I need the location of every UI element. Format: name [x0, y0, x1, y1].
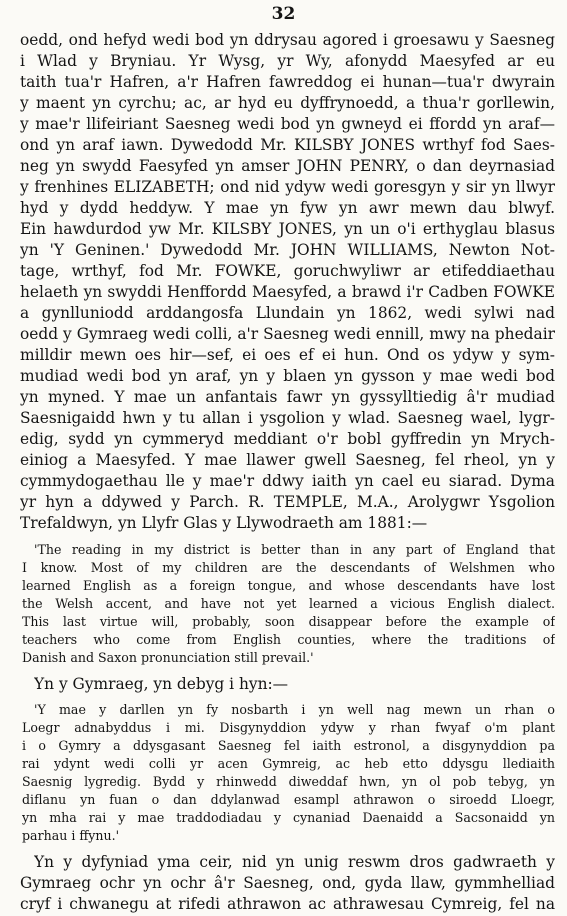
quote-line: Saesnig lygredig. Bydd y rhinwedd diweddaf hwn, yn ol pob tebyg, yn — [22, 774, 555, 789]
text-line: i Wlad y Bryniau. Yr Wysg, yr Wy, afonydd Maesyfed ar eu — [20, 52, 555, 70]
text-line: Yn y dyfyniad yma ceir, nid yn unig reswm dros gadwraeth y — [34, 853, 555, 871]
text-line: helaeth yn swyddi Henffordd Maesyfed, a brawd i'r Cadben FOWKE — [20, 283, 555, 301]
text-line: Trefaldwyn, yn Llyfr Glas y Llywodraeth am 1881:— — [20, 514, 428, 532]
text-line: tage, wrthyf, fod Mr. FOWKE, goruchwyliwr ar etifeddiaethau — [20, 262, 555, 280]
quote-line: teachers who come from English counties, where the traditions of — [22, 632, 555, 647]
text-line: Saesnigaidd hwn y tu allan i ysgolion y wlad. Saesneg wael, lygr- — [20, 409, 555, 427]
text-line: Ein hawdurdod yw Mr. KILSBY JONES, yn un o'i erthyglau blasus — [20, 220, 555, 238]
text-line: y frenhines ELIZABETH; ond nid ydyw wedi goresgyn y sir yn llwyr — [20, 178, 555, 196]
quote-line: Danish and Saxon pronunciation still prevail.' — [22, 650, 314, 665]
quote-line: I know. Most of my children are the descendants of Welshmen who — [22, 560, 555, 575]
quote-line: parhau i ffynu.' — [22, 828, 120, 843]
text-line: yr hyn a ddywed y Parch. R. TEMPLE, M.A., Arolygwr Ysgolion — [20, 493, 555, 511]
text-line: yn 'Y Geninen.' Dywedodd Mr. JOHN WILLIAMS, Newton Not- — [20, 241, 555, 259]
text-line: taith tua'r Hafren, a'r Hafren fawreddog ei hunan—tua'r dwyrain — [20, 73, 555, 91]
welsh-intro-line: Yn y Gymraeg, yn debyg i hyn:— — [34, 675, 289, 693]
text-line: yn myned. Y mae un anfantais fawr yn gyssylltiedig â'r mudiad — [20, 388, 555, 406]
page-number: 32 — [271, 4, 296, 24]
quote-line: 'The reading in my district is better than in any part of England that — [34, 542, 555, 557]
quote-line: Loegr adnabyddus i mi. Disgynyddion ydyw y rhan fwyaf o'm plant — [22, 720, 555, 735]
text-line: oedd y Gymraeg wedi colli, a'r Saesneg wedi ennill, mwy na phedair — [20, 325, 555, 343]
quote-line: 'Y mae y darllen yn fy nosbarth i yn well nag mewn un rhan o — [34, 702, 555, 717]
text-line: edig, sydd yn cymmeryd meddiant o'r bobl gyffredin yn Mrych- — [20, 430, 555, 448]
text-line: a gynlluniodd arddangosfa Llundain yn 1862, wedi sylwi nad — [20, 304, 555, 322]
text-line: milldir mewn oes hir—sef, ei oes ef ei hun. Ond os ydyw y sym- — [20, 346, 555, 364]
text-line: cymmydogaethau lle y mae'r ddwy iaith yn cael eu siarad. Dyma — [20, 472, 555, 490]
quote-line: This last virtue will, probably, soon disappear before the example of — [22, 614, 555, 629]
text-line: neg yn swydd Faesyfed yn amser JOHN PENRY, o dan deyrnasiad — [20, 157, 555, 175]
text-line: hyd y dydd heddyw. Y mae yn fyw yn awr mewn dau blwyf. — [20, 199, 555, 217]
quote-line: rai ydynt wedi colli yr acen Gymreig, ac heb etto ddysgu llediaith — [22, 756, 555, 771]
text-line: Gymraeg ochr yn ochr â'r Saesneg, ond, gyda llaw, gymmhelliad — [20, 874, 555, 892]
quote-line: i o Gymry a ddysgasant Saesneg fel iaith estronol, a disgynyddion pa — [22, 738, 555, 753]
quote-line: learned English as a foreign tongue, and whose descendants have lost — [22, 578, 555, 593]
quote-line: yn mha rai y mae traddodiadau y cynaniad Daenaidd a Sacsonaidd yn — [22, 810, 555, 825]
text-line: einiog a Maesyfed. Y mae llawer gwell Saesneg, fel rheol, yn y — [20, 451, 555, 469]
text-line: oedd, ond hefyd wedi bod yn ddrysau agored i groesawu y Saesneg — [20, 31, 555, 49]
text-line: mudiad wedi bod yn araf, yn y blaen yn gysson y mae wedi bod — [20, 367, 555, 385]
text-line: y mae'r llifeiriant Saesneg wedi bod yn gwneyd ei ffordd yn araf— — [20, 115, 555, 133]
text-line: ond yn araf iawn. Dywedodd Mr. KILSBY JONES wrthyf fod Saes- — [20, 136, 555, 154]
quote-line: diflanu yn fuan o dan ddylanwad esampl athrawon o siroedd Lloegr, — [22, 792, 555, 807]
text-line: y maent yn cyrchu; ac, ar hyd eu dyffrynoedd, a thua'r gorllewin, — [20, 94, 555, 112]
text-line: cryf i chwanegu at rifedi athrawon ac athrawesau Cymreig, fel na — [20, 895, 555, 913]
quote-line: the Welsh accent, and have not yet learned a vicious English dialect. — [22, 596, 555, 611]
